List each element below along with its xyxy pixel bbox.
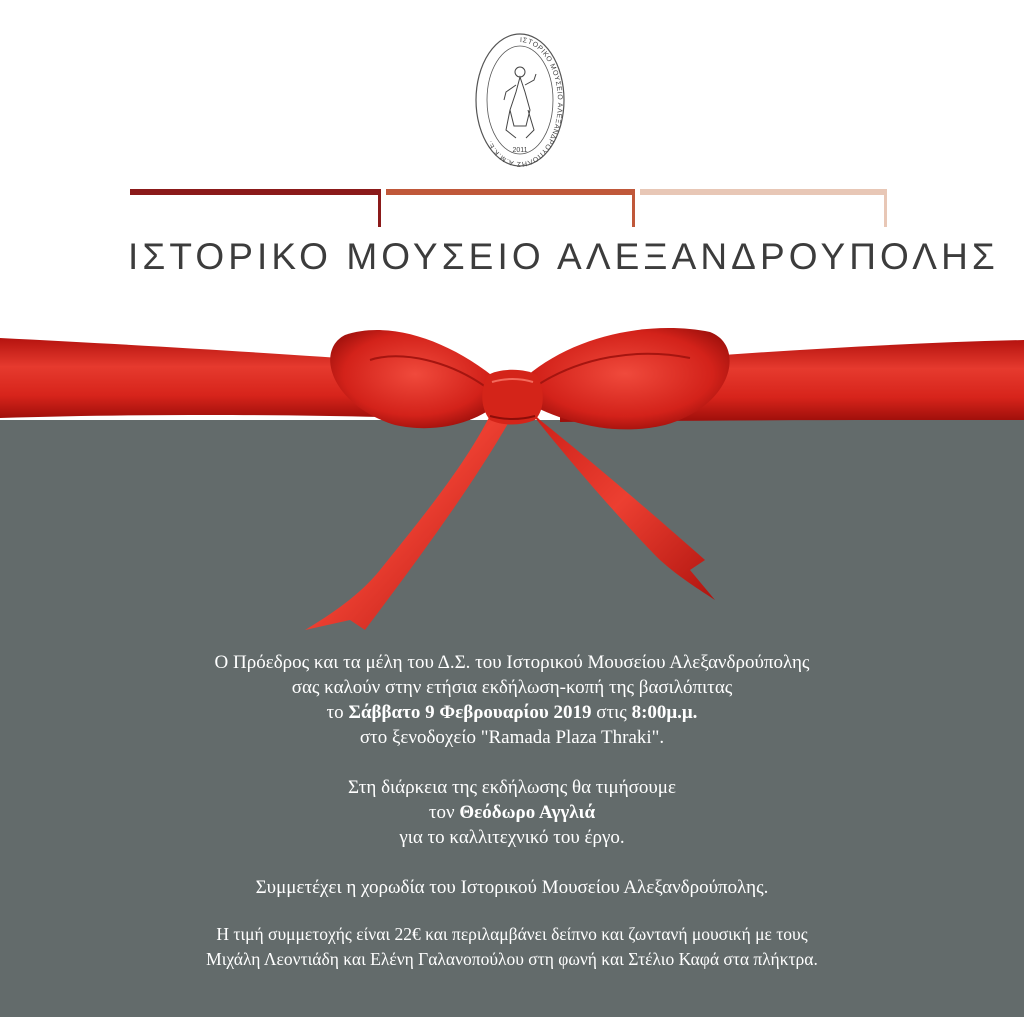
bar-dark-red — [130, 189, 380, 195]
honor-line-3: για το καλλιτεχνικό του έργο. — [399, 827, 625, 848]
price-line-2: Μιχάλη Λεοντιάδη και Ελένη Γαλανοπούλου στη φωνή και Στέλιο Καφά στα πλήκτρα. — [206, 949, 818, 969]
event-date: Σάββατο 9 Φεβρουαρίου 2019 — [348, 702, 592, 723]
invitation-line-4: στο ξενοδοχείο "Ramada Plaza Thraki". — [359, 727, 665, 748]
invitation-line-2: σας καλούν στην ετήσια εκδήλωση-κοπή της βασιλόπιτας — [291, 677, 733, 698]
seal-ring-text: ΙΣΤΟΡΙΚΟ ΜΟΥΣΕΙΟ ΑΛΕΞΑΝΔΡΟΥΠΟΛΗΣ Α.Μ.Κ.Ε. — [486, 36, 563, 168]
seal-year: 2011 — [512, 147, 528, 154]
choir-line: Συμμετέχει η χορωδία του Ιστορικού Μουσείου Αλεξανδρούπολης. — [255, 877, 769, 898]
invitation-text — [60, 650, 964, 972]
honor-line-1: Στη διάρκεια της εκδήλωσης θα τιμήσουμε — [348, 777, 676, 798]
invitation-line-1: Ο Πρόεδρος και τα μέλη του Δ.Σ. του Ιστορικού Μουσείου Αλεξανδρούπολης — [214, 652, 810, 673]
bar-orange — [386, 189, 634, 195]
honoree-name: Θεόδωρο Αγγλιά — [459, 802, 596, 823]
bar-light — [640, 189, 886, 195]
museum-title: ΙΣΤΟΡΙΚΟ ΜΟΥΣΕΙΟ ΑΛΕΞΑΝΔΡΟΥΠΟΛΗΣ — [128, 236, 999, 277]
event-time: 8:00μ.μ. — [631, 702, 698, 723]
bar-orange-tick — [632, 189, 635, 227]
museum-seal-logo — [470, 30, 570, 170]
bar-light-tick — [884, 189, 887, 227]
invitation-line-3: το Σάββατο 9 Φεβρουαρίου 2019 στις 8:00μ.μ. — [326, 702, 698, 723]
price-line-1: Η τιμή συμμετοχής είναι 22€ και περιλαμβάνει δείπνο και ζωντανή μουσική με τους — [216, 924, 808, 944]
honor-line-2: τον Θεόδωρο Αγγλιά — [428, 802, 596, 823]
ribbon-bow-icon — [0, 320, 1024, 640]
bar-dark-red-tick — [378, 189, 381, 227]
logo-color-bars — [130, 185, 890, 230]
